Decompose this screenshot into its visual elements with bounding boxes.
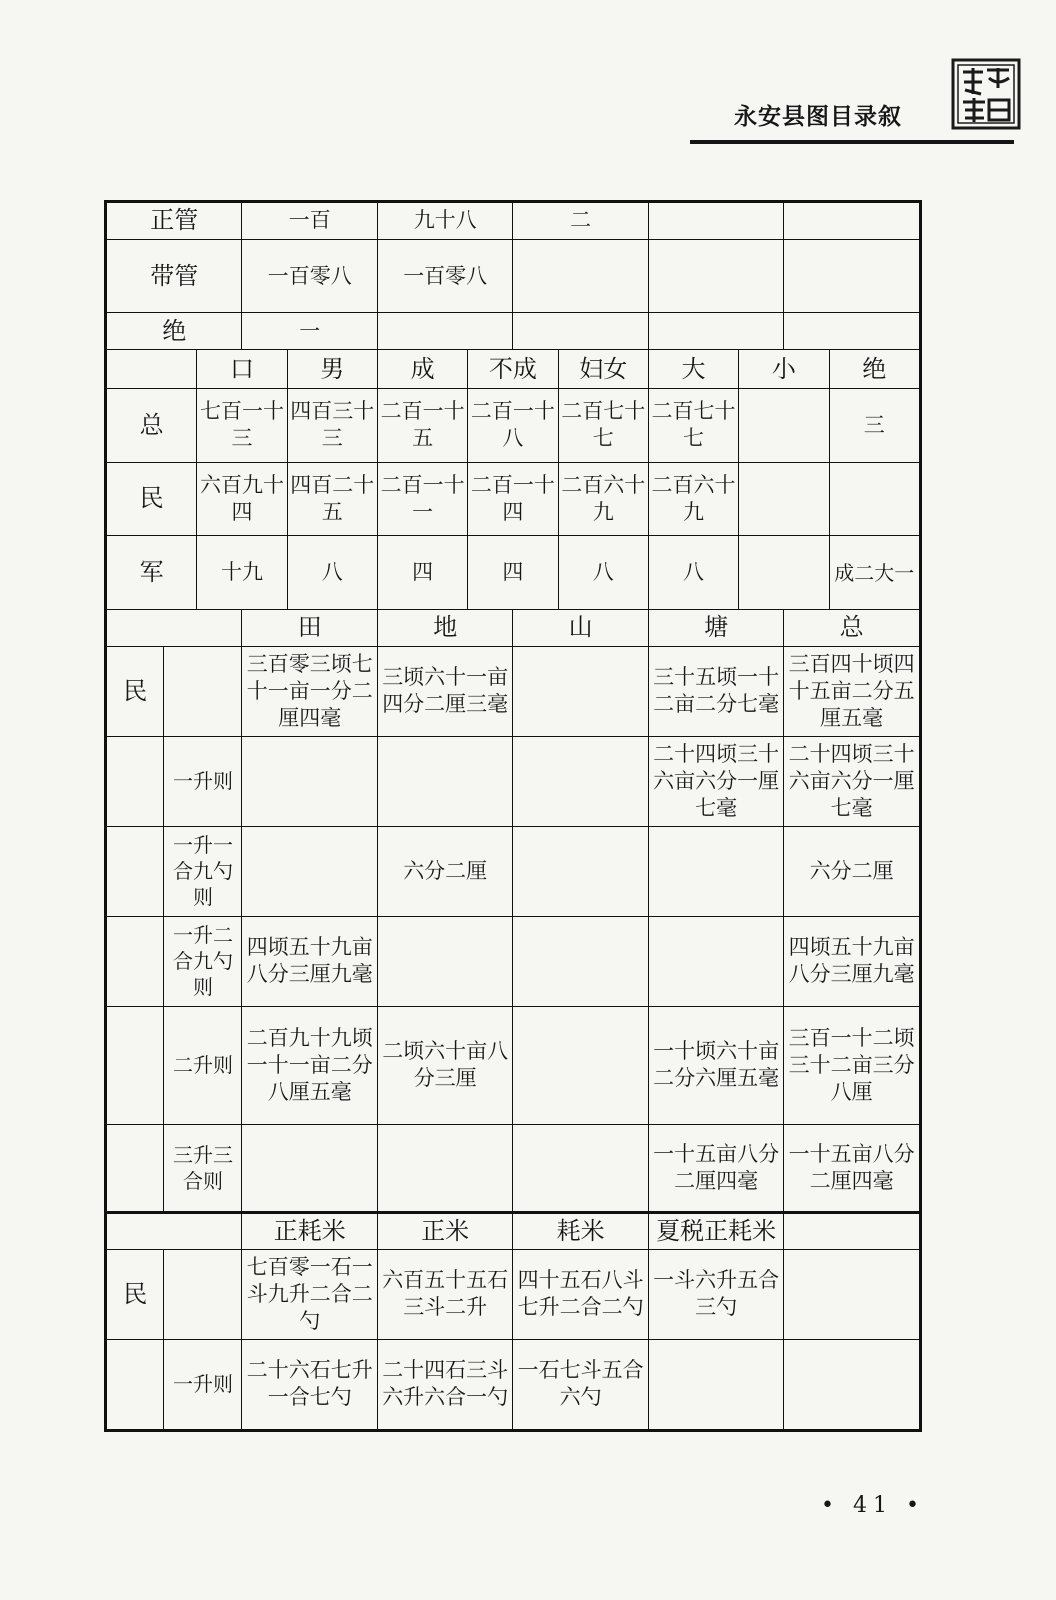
table-cell: 二百七十七	[558, 389, 648, 463]
row-label	[107, 1339, 164, 1429]
table-cell: 三百一十二顷三十二亩三分八厘	[784, 1006, 920, 1125]
row-label	[107, 736, 164, 826]
row-label: 带管	[107, 239, 242, 313]
table-cell	[648, 313, 783, 350]
table-cell: 四百三十三	[287, 389, 377, 463]
table-cell: 三	[829, 389, 920, 463]
row-label: 民	[107, 646, 164, 736]
table-cell	[513, 916, 648, 1006]
table-cell: 三百四十顷四十五亩二分五厘五毫	[784, 646, 920, 736]
table-cell: 二百一十四	[468, 462, 558, 536]
table-cell: 二百一十八	[468, 389, 558, 463]
table-cell: 九十八	[377, 203, 512, 240]
table-cell: 六百九十四	[197, 462, 287, 536]
table-cell	[513, 313, 648, 350]
table-cell: 四顷五十九亩八分三厘九毫	[242, 916, 377, 1006]
table-cell	[377, 313, 512, 350]
row-sublabel	[164, 646, 242, 736]
table-cell	[377, 1125, 512, 1213]
table-cell	[242, 1125, 377, 1213]
column-header: 塘	[648, 609, 783, 646]
row-sublabel	[164, 1249, 242, 1339]
column-header: 小	[739, 350, 829, 389]
column-header: 田	[242, 609, 377, 646]
row-label: 民	[107, 462, 197, 536]
table-cell: 六分二厘	[377, 826, 512, 916]
row-label: 总	[107, 389, 197, 463]
table-cell: 二百九十九顷一十一亩二分八厘五毫	[242, 1006, 377, 1125]
table-cell	[513, 826, 648, 916]
table-cell: 二十四顷三十六亩六分一厘七毫	[648, 736, 783, 826]
row-sublabel: 一升则	[164, 1339, 242, 1429]
table-row	[107, 826, 920, 916]
table-cell: 一百零八	[377, 239, 512, 313]
table-cell: 七百一十三	[197, 389, 287, 463]
table-cell: 二百六十九	[648, 462, 738, 536]
table-cell: 二百六十九	[558, 462, 648, 536]
table-cell	[784, 239, 920, 313]
column-header: 不成	[468, 350, 558, 389]
table-cell	[513, 1006, 648, 1125]
table-cell: 四十五石八斗七升二合二勺	[513, 1249, 648, 1339]
table-cell	[107, 609, 242, 646]
table-cell	[107, 350, 197, 389]
column-header: 总	[784, 609, 920, 646]
table-cell: 三顷六十一亩四分二厘三毫	[377, 646, 512, 736]
table-cell	[784, 1339, 920, 1429]
table-cell	[242, 736, 377, 826]
column-header: 男	[287, 350, 377, 389]
row-sublabel: 三升三合则	[164, 1125, 242, 1213]
table-row	[107, 313, 920, 350]
table-cell	[513, 1125, 648, 1213]
table-cell: 二十四顷三十六亩六分一厘七毫	[784, 736, 920, 826]
column-header: 成	[377, 350, 467, 389]
table-cell	[242, 826, 377, 916]
table-cell	[784, 1249, 920, 1339]
table-row	[107, 916, 920, 1006]
row-sublabel: 一升一合九勺则	[164, 826, 242, 916]
table-row	[107, 1006, 920, 1125]
column-header: 口	[197, 350, 287, 389]
row-label	[107, 1006, 164, 1125]
row-label: 军	[107, 536, 197, 610]
table-cell: 六百五十五石三斗二升	[377, 1249, 512, 1339]
table-row	[107, 1339, 920, 1429]
table-row	[107, 203, 920, 240]
table-cell: 一石七斗五合六勺	[513, 1339, 648, 1429]
table-cell: 二百一十一	[377, 462, 467, 536]
table-cell	[784, 313, 920, 350]
seal-stamp-icon	[951, 58, 1021, 130]
column-header: 夏税正耗米	[648, 1213, 783, 1250]
column-header	[784, 1213, 920, 1250]
table-cell	[377, 916, 512, 1006]
table-cell	[513, 646, 648, 736]
table-cell: 二百七十七	[648, 389, 738, 463]
household-land-tax-table	[106, 202, 920, 1430]
table-cell: 八	[287, 536, 377, 610]
table-row	[107, 646, 920, 736]
table-cell: 四百二十五	[287, 462, 377, 536]
page-number: • 41 •	[821, 1493, 925, 1518]
table-cell	[648, 916, 783, 1006]
row-label: 正管	[107, 203, 242, 240]
column-header: 妇女	[558, 350, 648, 389]
table-header-row	[107, 609, 920, 646]
register-table	[104, 200, 922, 1432]
table-cell: 二	[513, 203, 648, 240]
table-cell: 二十六石七升一合七勺	[242, 1339, 377, 1429]
table-cell: 一斗六升五合三勺	[648, 1249, 783, 1339]
table-cell	[107, 1213, 242, 1250]
table-cell: 七百零一石一斗九升二合二勺	[242, 1249, 377, 1339]
table-cell	[513, 736, 648, 826]
column-header: 山	[513, 609, 648, 646]
table-row	[107, 389, 920, 463]
table-cell: 一十顷六十亩二分六厘五毫	[648, 1006, 783, 1125]
table-cell	[648, 203, 783, 240]
column-header: 正米	[377, 1213, 512, 1250]
header-rule	[690, 140, 1014, 144]
table-cell: 一十五亩八分二厘四毫	[784, 1125, 920, 1213]
table-cell	[648, 826, 783, 916]
column-header: 绝	[829, 350, 920, 389]
table-cell: 一	[242, 313, 377, 350]
row-label	[107, 1125, 164, 1213]
table-cell: 二顷六十亩八分三厘	[377, 1006, 512, 1125]
table-cell	[739, 462, 829, 536]
table-cell: 一百零八	[242, 239, 377, 313]
table-header-row	[107, 1213, 920, 1250]
table-cell: 一十五亩八分二厘四毫	[648, 1125, 783, 1213]
column-header: 大	[648, 350, 738, 389]
table-cell	[739, 536, 829, 610]
table-cell: 二十四石三斗六升六合一勺	[377, 1339, 512, 1429]
table-cell	[829, 462, 920, 536]
table-row	[107, 536, 920, 610]
table-cell	[739, 389, 829, 463]
table-cell	[513, 239, 648, 313]
row-label	[107, 826, 164, 916]
table-cell	[784, 203, 920, 240]
table-cell: 四	[468, 536, 558, 610]
table-cell	[377, 736, 512, 826]
table-cell: 四	[377, 536, 467, 610]
table-cell: 四顷五十九亩八分三厘九毫	[784, 916, 920, 1006]
column-header: 耗米	[513, 1213, 648, 1250]
column-header: 正耗米	[242, 1213, 377, 1250]
table-cell: 六分二厘	[784, 826, 920, 916]
row-sublabel: 一升则	[164, 736, 242, 826]
row-label: 绝	[107, 313, 242, 350]
page-number-value: 41	[852, 1493, 893, 1518]
table-cell: 三百零三顷七十一亩一分二厘四毫	[242, 646, 377, 736]
table-row	[107, 462, 920, 536]
table-cell: 一百	[242, 203, 377, 240]
table-header-row	[107, 350, 920, 389]
column-header: 地	[377, 609, 512, 646]
table-cell: 十九	[197, 536, 287, 610]
row-label: 民	[107, 1249, 164, 1339]
table-cell: 八	[558, 536, 648, 610]
table-cell	[648, 1339, 783, 1429]
table-row	[107, 736, 920, 826]
row-sublabel: 一升二合九勺则	[164, 916, 242, 1006]
table-cell: 二百一十五	[377, 389, 467, 463]
table-cell	[648, 239, 783, 313]
table-cell: 三十五顷一十二亩二分七毫	[648, 646, 783, 736]
row-label	[107, 916, 164, 1006]
row-sublabel: 二升则	[164, 1006, 242, 1125]
table-row	[107, 1249, 920, 1339]
table-cell: 八	[648, 536, 738, 610]
table-cell: 成二大一	[829, 536, 920, 610]
table-row	[107, 1125, 920, 1213]
table-row	[107, 239, 920, 313]
page-title: 永安县图目录叙	[734, 104, 902, 130]
